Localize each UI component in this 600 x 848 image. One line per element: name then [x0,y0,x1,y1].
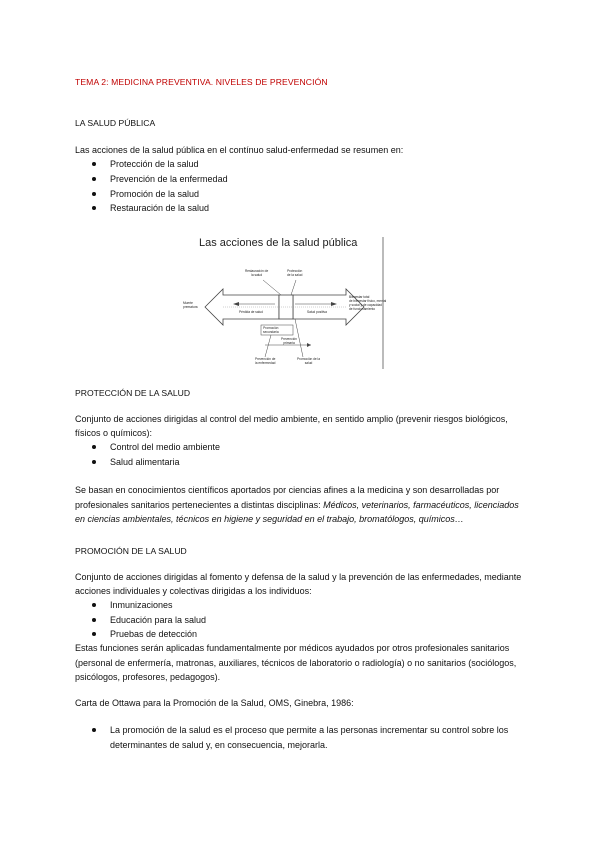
bullet-icon [92,162,96,166]
diagram-title: Las acciones de la salud pública [199,237,358,249]
list-item: Educación para la salud [110,615,207,625]
list-item: Prevención de la enfermedad [110,174,228,184]
bullet-icon [92,603,96,607]
bullet-icon [92,445,96,449]
heading-salud-publica: LA SALUD PÚBLICA [75,118,156,128]
list-item: Control del medio ambiente [110,442,221,452]
heading-proteccion: PROTECCIÓN DE LA SALUD [75,388,191,398]
list-item: Promoción de la salud [110,189,200,199]
label-below-mid: Prevención primaria [281,337,297,345]
proteccion-para-line3: en ciencias ambientales, técnicos en higiene y seguridad en el trabajo, bromatólogos, químicos… [75,514,464,524]
label-bottom-left: Prevención de la enfermedad [255,357,276,365]
label-bar-left: Pérdida de salud [239,310,263,314]
bullet-icon [92,206,96,210]
bullet-icon [92,177,96,181]
proteccion-para-line2-italic: Médicos, veterinarios, farmacéuticos, licenciados [323,500,519,510]
promocion-para-line2: (personal de enfermería, matronas, auxiliares, técnicos de laboratorio o radiología) o no sanitarios (sociólogos, [75,658,517,668]
proteccion-para-line2 [75,499,519,511]
list-item: Protección de la salud [110,159,199,169]
promocion-intro-line2: acciones individuales y colectivas dirigidas a los individuos: [75,586,312,596]
label-left-end: Muerte prematura [183,301,198,309]
proteccion-para-line2-plain: profesionales sanitarios pertenecientes a distintas disciplinas: [75,500,324,510]
bullet-icon [92,618,96,622]
list-item: Inmunizaciones [110,600,173,610]
label-top-left: Restauración de la salud [245,269,269,277]
bullet-icon [92,728,96,732]
salud-publica-intro: Las acciones de la salud pública en el contínuo salud-enfermedad se resumen en: [75,145,404,155]
ottawa-reference: Carta de Ottawa para la Promoción de la Salud, OMS, Ginebra, 1986: [75,698,354,708]
proteccion-intro-line2: físicos o químicos): [75,428,153,438]
label-top-right: Protección de la salud [287,269,303,277]
proteccion-intro-line1: Conjunto de acciones dirigidas al control del medio ambiente, en sentido amplio (prevenir riesgos biológicos, [75,414,508,424]
list-item: Salud alimentaria [110,457,180,467]
label-bottom-right: Promoción de la salud [297,357,321,365]
promocion-para-line1: Estas funciones serán aplicadas fundamentalmente por médicos ayudados por otros profesionales sanitarios [75,643,510,653]
proteccion-para-line1: Se basan en conocimientos científicos aportados por ciencias afines a la medicina y son desarrolladas por [75,485,500,495]
list-item: Pruebas de detección [110,629,198,639]
promocion-para-line3: psicólogos, profesores, pedagogos). [75,672,221,682]
bullet-icon [92,632,96,636]
label-right-end: Bienestar total de bienestar físico, mental y social y de capacidad de funcionamiento [349,295,387,311]
label-below-center: Promoción secundaria [263,326,279,334]
list-item: Restauración de la salud [110,203,210,213]
heading-promocion: PROMOCIÓN DE LA SALUD [75,546,187,556]
salud-publica-diagram [183,233,386,369]
ottawa-quote-line1: La promoción de la salud es el proceso que permite a las personas incrementar su control sobre los [110,725,509,735]
promocion-intro-line1: Conjunto de acciones dirigidas al fomento y defensa de la salud y la prevención de las enfermedades, mediante [75,572,522,582]
bullet-icon [92,460,96,464]
label-bar-right: Salud positiva [307,310,327,314]
bullet-icon [92,192,96,196]
ottawa-quote-line2: determinantes de salud y, en consecuencia, mejorarla. [110,740,328,750]
document-title: TEMA 2: MEDICINA PREVENTIVA. NIVELES DE PREVENCIÓN [75,77,328,87]
